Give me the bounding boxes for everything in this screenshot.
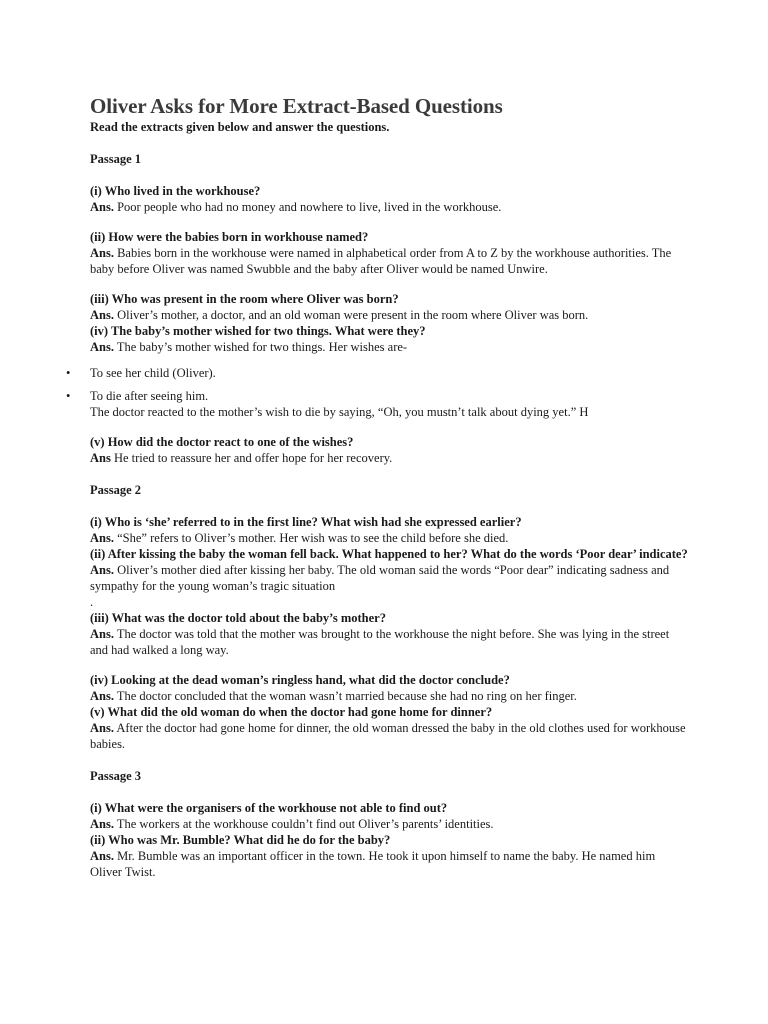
answer-text: Mr. Bumble was an important officer in the town. He took it upon himself to name the baby. He named him Oliver Twist. bbox=[90, 849, 656, 879]
answer bbox=[90, 530, 690, 546]
answer bbox=[90, 339, 690, 355]
list-item-text: To die after seeing him. bbox=[90, 389, 209, 403]
passage-1-heading: Passage 1 bbox=[90, 152, 142, 166]
question: (ii) Who was Mr. Bumble? What did he do for the baby? bbox=[90, 833, 391, 847]
list-item-text: To see her child (Oliver). bbox=[90, 366, 216, 380]
answer-text: The doctor concluded that the woman wasn’t married because she had no ring on her finger. bbox=[116, 689, 577, 703]
question: (iv) Looking at the dead woman’s ringless hand, what did the doctor conclude? bbox=[90, 673, 510, 687]
answer-label: Ans. bbox=[90, 308, 114, 322]
answer-label: Ans. bbox=[90, 817, 114, 831]
answer-text: Oliver’s mother, a doctor, and an old woman were present in the room where Oliver was born. bbox=[117, 308, 589, 322]
list-item-continuation: The doctor reacted to the mother’s wish to die by saying, “Oh, you mustn’t talk about dying yet.” H bbox=[90, 405, 589, 419]
answer-text: The workers at the workhouse couldn’t find out Oliver’s parents’ identities. bbox=[116, 817, 494, 831]
question: (i) What were the organisers of the workhouse not able to find out? bbox=[90, 801, 448, 815]
answer-label: Ans bbox=[90, 451, 111, 465]
question: (ii) How were the babies born in workhouse named? bbox=[90, 230, 369, 244]
answer-label: Ans. bbox=[90, 340, 114, 354]
bullet-icon: • bbox=[66, 389, 71, 403]
answer-label: Ans. bbox=[90, 200, 114, 214]
page-title: Oliver Asks for More Extract-Based Questions bbox=[90, 94, 503, 118]
answer-label: Ans. bbox=[90, 246, 114, 260]
answer bbox=[90, 848, 690, 880]
answer-text: Oliver’s mother died after kissing her baby. The old woman said the words “Poor dear” indicating sadness and sympathy for the young woman’s tragic situation bbox=[90, 563, 670, 593]
answer bbox=[90, 307, 690, 323]
answer bbox=[90, 199, 690, 215]
stray-period: . bbox=[90, 595, 94, 609]
question: (iv) The baby’s mother wished for two things. What were they? bbox=[90, 324, 426, 338]
wishes-list bbox=[66, 365, 690, 420]
answer-text: “She” refers to Oliver’s mother. Her wish was to see the child before she died. bbox=[117, 531, 509, 545]
list-item bbox=[66, 365, 690, 381]
answer bbox=[90, 626, 690, 658]
answer-text: He tried to reassure her and offer hope for her recovery. bbox=[113, 451, 393, 465]
answer bbox=[90, 688, 690, 704]
answer-label: Ans. bbox=[90, 563, 114, 577]
answer-label: Ans. bbox=[90, 531, 114, 545]
list-item bbox=[66, 388, 690, 420]
answer-label: Ans. bbox=[90, 627, 114, 641]
answer-text: The doctor was told that the mother was brought to the workhouse the night before. She was lying in the street and had walked a long way. bbox=[90, 627, 670, 657]
answer bbox=[90, 245, 690, 277]
question: (i) Who lived in the workhouse? bbox=[90, 184, 261, 198]
answer-text: After the doctor had gone home for dinner, the old woman dressed the baby in the old clothes used for workhouse babies. bbox=[90, 721, 686, 751]
answer-label: Ans. bbox=[90, 849, 114, 863]
question: (iii) Who was present in the room where Oliver was born? bbox=[90, 292, 399, 306]
answer bbox=[90, 720, 690, 752]
question: (v) How did the doctor react to one of the wishes? bbox=[90, 435, 354, 449]
passage-3-heading: Passage 3 bbox=[90, 769, 142, 783]
answer bbox=[90, 562, 690, 594]
answer-text: Poor people who had no money and nowhere to live, lived in the workhouse. bbox=[117, 200, 502, 214]
question: (i) Who is ‘she’ referred to in the first line? What wish had she expressed earlier? bbox=[90, 515, 522, 529]
answer-label: Ans. bbox=[90, 689, 114, 703]
bullet-icon: • bbox=[66, 366, 71, 380]
passage-2-heading: Passage 2 bbox=[90, 483, 142, 497]
question: (iii) What was the doctor told about the baby’s mother? bbox=[90, 611, 386, 625]
document-body bbox=[66, 93, 690, 880]
answer-text: Babies born in the workhouse were named in alphabetical order from A to Z by the workhouse authorities. The baby before Oliver was named Swubble and the baby after Oliver would be named Unwire. bbox=[90, 246, 672, 276]
answer bbox=[90, 816, 690, 832]
instructions: Read the extracts given below and answer the questions. bbox=[90, 120, 390, 134]
answer-text: The baby’s mother wished for two things. Her wishes are- bbox=[116, 340, 408, 354]
question: (v) What did the old woman do when the doctor had gone home for dinner? bbox=[90, 705, 493, 719]
answer-label: Ans. bbox=[90, 721, 114, 735]
answer bbox=[90, 450, 690, 466]
question: (ii) After kissing the baby the woman fell back. What happened to her? What do the words ‘Poor dear’ indicate? bbox=[90, 547, 688, 561]
